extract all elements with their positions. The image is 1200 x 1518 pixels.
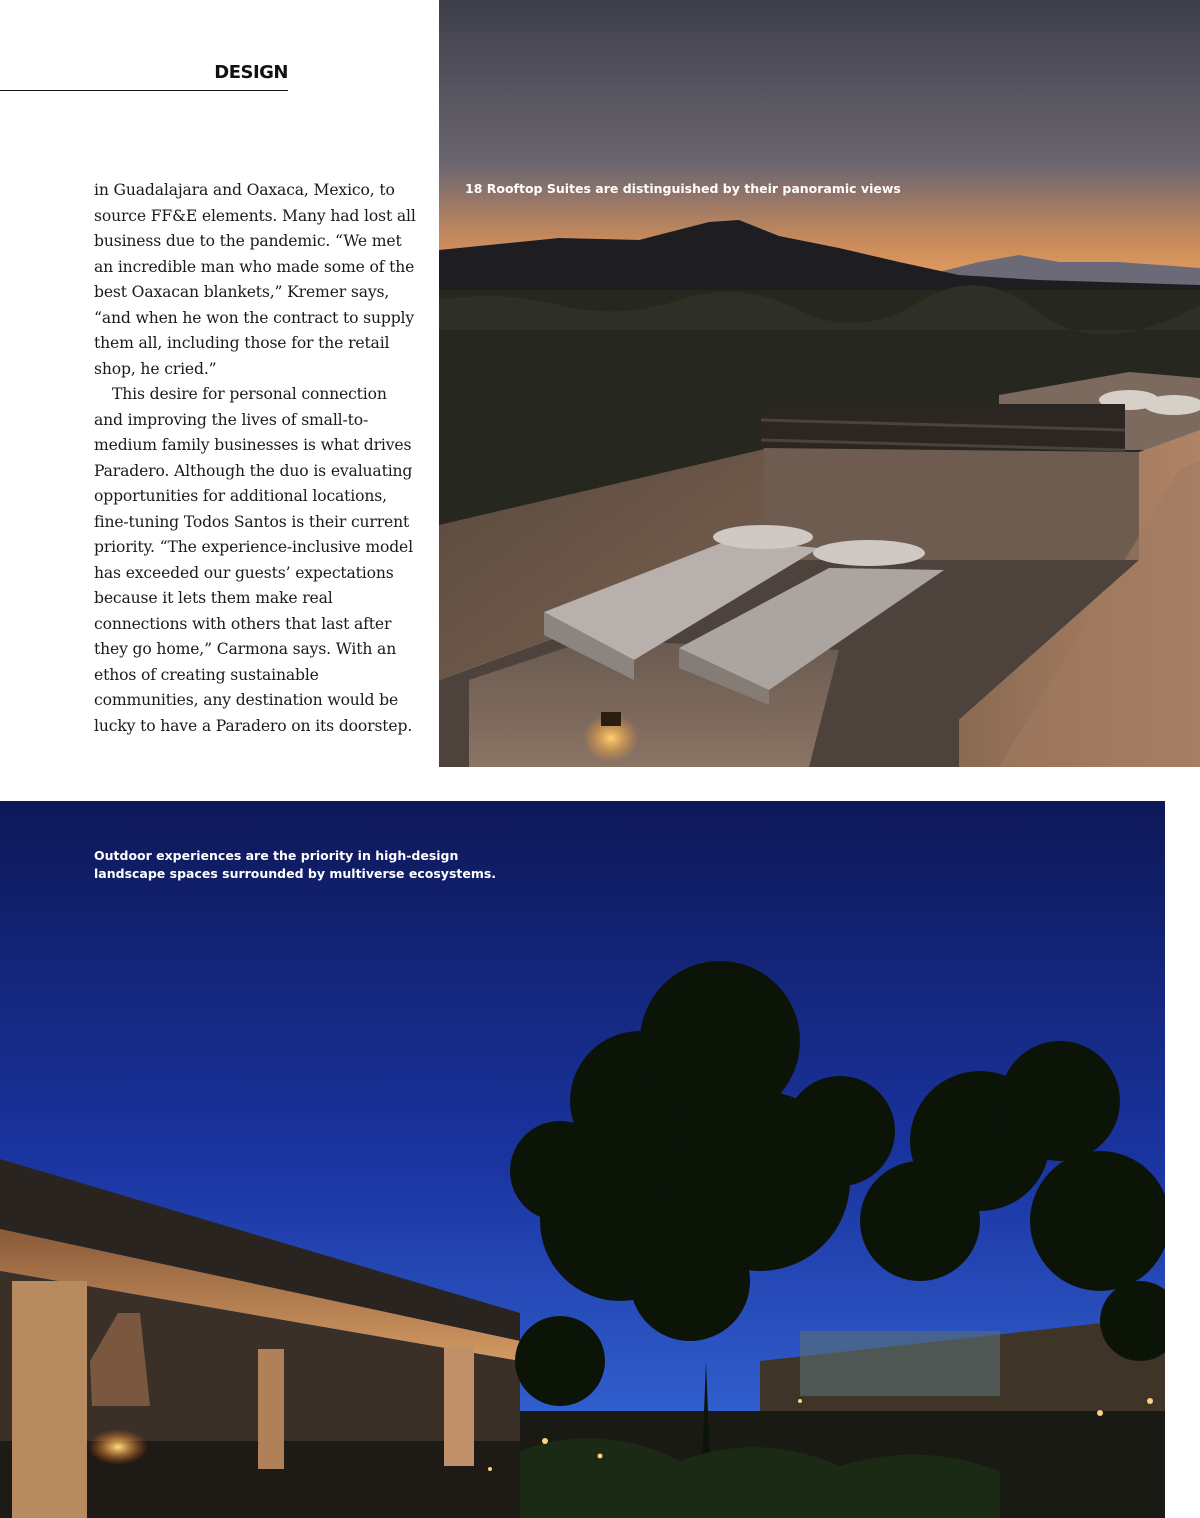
article-body xyxy=(94,178,416,739)
section-label: DESIGN xyxy=(214,62,288,83)
section-header xyxy=(0,62,288,91)
courtyard-photo-caption: Outdoor experiences are the priority in high-design landscape spaces surrounded by multiverse ecosystems. xyxy=(94,848,497,881)
rooftop-suite-photo xyxy=(439,0,1200,767)
rooftop-photo-caption: 18 Rooftop Suites are distinguished by their panoramic views xyxy=(465,181,901,196)
article-paragraph-2: This desire for personal connection and improving the lives of small-to-medium family businesses is what drives Paradero. Although the duo is evaluating opportunities for additional locations, fine-tuning Todos Santos is their current priority. “The experience-inclusive model has exceeded our guests’ expectations because it lets them make real connections with others that last after they go home,” Carmona says. With an ethos of creating sustainable communities, any destination would be lucky to have a Paradero on its doorstep. xyxy=(94,385,413,735)
courtyard-photo-illustration xyxy=(0,801,1165,1518)
courtyard-photo xyxy=(0,801,1165,1518)
article-paragraph-1: in Guadalajara and Oaxaca, Mexico, to source FF&E elements. Many had lost all business due to the pandemic. “We met an incredible man who made some of the best Oaxacan blankets,” Kremer says, “and when he won the contract to supply them all, including those for the retail shop, he cried.” xyxy=(94,181,416,378)
rooftop-photo-illustration xyxy=(439,0,1200,767)
